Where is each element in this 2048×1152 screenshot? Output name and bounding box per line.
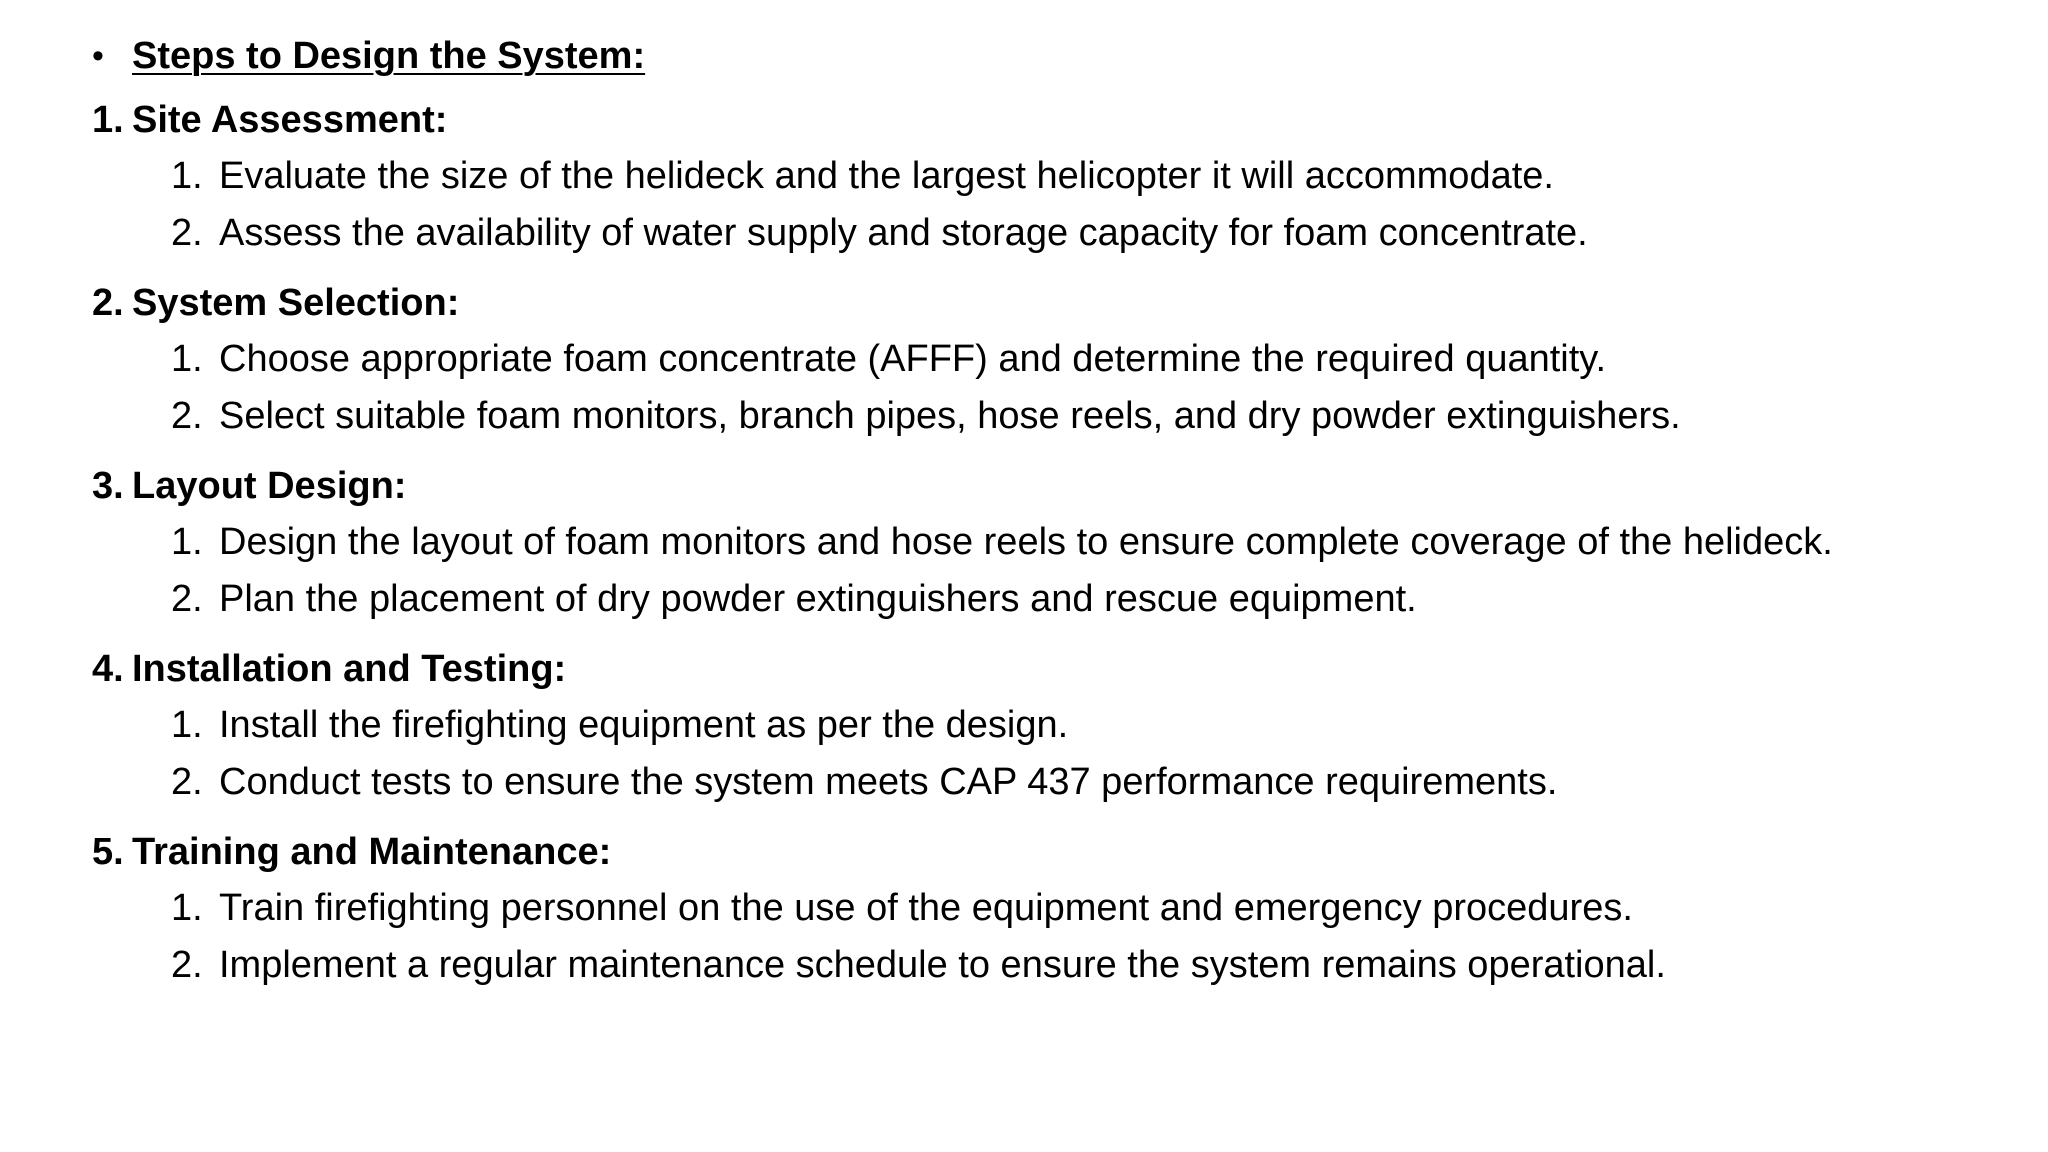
step-title: Layout Design:: [132, 464, 407, 507]
step-title-row: [92, 641, 1557, 697]
list-item-number: 1.: [171, 155, 203, 197]
list-item-text: Design the layout of foam monitors and hose reels to ensure complete coverage of the helideck.: [219, 521, 1833, 563]
bullet-icon: •: [92, 36, 104, 75]
list-item: [171, 571, 1833, 628]
list-item-text: Conduct tests to ensure the system meets CAP 437 performance requirements.: [219, 761, 1558, 803]
list-item-text: Install the firefighting equipment as per the design.: [219, 704, 1069, 746]
list-item-text: Evaluate the size of the helideck and the largest helicopter it will accommodate.: [219, 155, 1554, 197]
list-item-number: 1.: [171, 704, 203, 746]
step-title-row: [92, 458, 1833, 514]
step-title: Site Assessment:: [132, 98, 448, 141]
step-number: 2.: [92, 281, 124, 324]
list-item-number: 1.: [171, 338, 203, 380]
step-number: 4.: [92, 647, 124, 690]
list-item-number: 2.: [171, 578, 203, 620]
list-item-number: 2.: [171, 395, 203, 437]
step-title: System Selection:: [132, 281, 460, 324]
step-number: 3.: [92, 464, 124, 507]
list-item-text: Implement a regular maintenance schedule to ensure the system remains operational.: [219, 944, 1666, 986]
step-layout-design: [92, 458, 1833, 628]
list-item-text: Plan the placement of dry powder extinguishers and rescue equipment.: [219, 578, 1417, 620]
list-item: [171, 514, 1833, 571]
list-item: [171, 880, 1666, 937]
step-training-maintenance: [92, 824, 1666, 994]
list-item: [171, 697, 1557, 754]
list-item-number: 2.: [171, 944, 203, 986]
list-item: [171, 754, 1557, 811]
list-item-number: 2.: [171, 761, 203, 803]
step-title: Training and Maintenance:: [132, 830, 612, 873]
section-heading: [92, 28, 645, 84]
heading-text: Steps to Design the System:: [132, 34, 646, 77]
step-title-row: [92, 92, 1588, 148]
list-item-number: 1.: [171, 887, 203, 929]
list-item-number: 2.: [171, 212, 203, 254]
list-item: [171, 148, 1588, 205]
step-title-row: [92, 275, 1681, 331]
step-system-selection: [92, 275, 1681, 445]
step-title: Installation and Testing:: [132, 647, 567, 690]
list-item: [171, 937, 1666, 994]
list-item-text: Choose appropriate foam concentrate (AFFF) and determine the required quantity.: [219, 338, 1607, 380]
list-item-text: Assess the availability of water supply and storage capacity for foam concentrate.: [219, 212, 1588, 254]
list-item-number: 1.: [171, 521, 203, 563]
list-item: [171, 205, 1588, 262]
list-item-text: Train firefighting personnel on the use of the equipment and emergency procedures.: [219, 887, 1633, 929]
step-number: 5.: [92, 830, 124, 873]
step-number: 1.: [92, 98, 124, 141]
list-item-text: Select suitable foam monitors, branch pipes, hose reels, and dry powder extinguishers.: [219, 395, 1681, 437]
step-title-row: [92, 824, 1666, 880]
step-installation-testing: [92, 641, 1557, 811]
step-site-assessment: [92, 92, 1588, 262]
list-item: [171, 331, 1681, 388]
list-item: [171, 388, 1681, 445]
